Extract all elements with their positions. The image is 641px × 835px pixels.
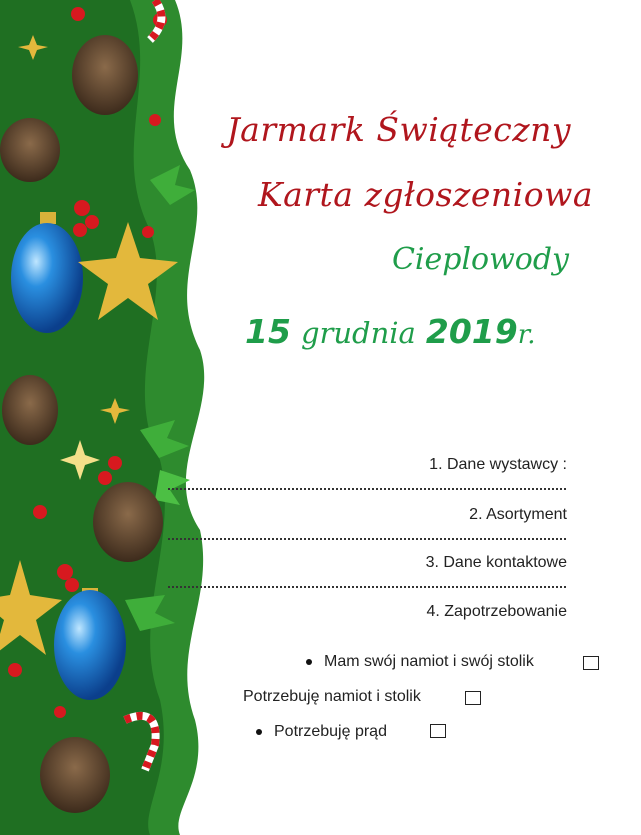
checkbox-need-power[interactable] <box>430 724 446 738</box>
event-date <box>245 312 536 351</box>
option-own-tent <box>306 653 534 671</box>
option-need-tent <box>243 688 421 706</box>
date-month: grudnia <box>300 316 416 350</box>
field-label-contact-data: 3. Dane kontaktowe <box>425 554 567 571</box>
fill-line-assortment[interactable] <box>168 538 566 540</box>
option-label-own-tent: Mam swój namiot i swój stolik <box>324 653 534 670</box>
date-day: 15 <box>245 312 291 351</box>
checkbox-own-tent[interactable] <box>583 656 599 670</box>
date-suffix: r. <box>517 320 536 350</box>
option-need-power <box>256 723 387 741</box>
fill-line-contact-data[interactable] <box>168 586 566 588</box>
bullet-icon <box>256 729 262 735</box>
option-label-need-power: Potrzebuję prąd <box>274 723 387 740</box>
field-label-assortment: 2. Asortyment <box>469 506 567 523</box>
form-subtitle: Karta zgłoszeniowa <box>257 175 593 214</box>
date-year: 2019 <box>425 312 518 351</box>
field-label-exhibitor-data: 1. Dane wystawcy : <box>429 456 567 473</box>
field-label-requirements: 4. Zapotrzebowanie <box>426 603 567 620</box>
location-name: Cieplowody <box>391 242 569 277</box>
fill-line-exhibitor-data[interactable] <box>168 488 566 490</box>
christmas-garland-image <box>0 0 215 835</box>
option-label-need-tent: Potrzebuję namiot i stolik <box>243 688 421 705</box>
bullet-icon <box>306 659 312 665</box>
fair-title: Jarmark Świąteczny <box>226 110 571 149</box>
checkbox-need-tent[interactable] <box>465 691 481 705</box>
